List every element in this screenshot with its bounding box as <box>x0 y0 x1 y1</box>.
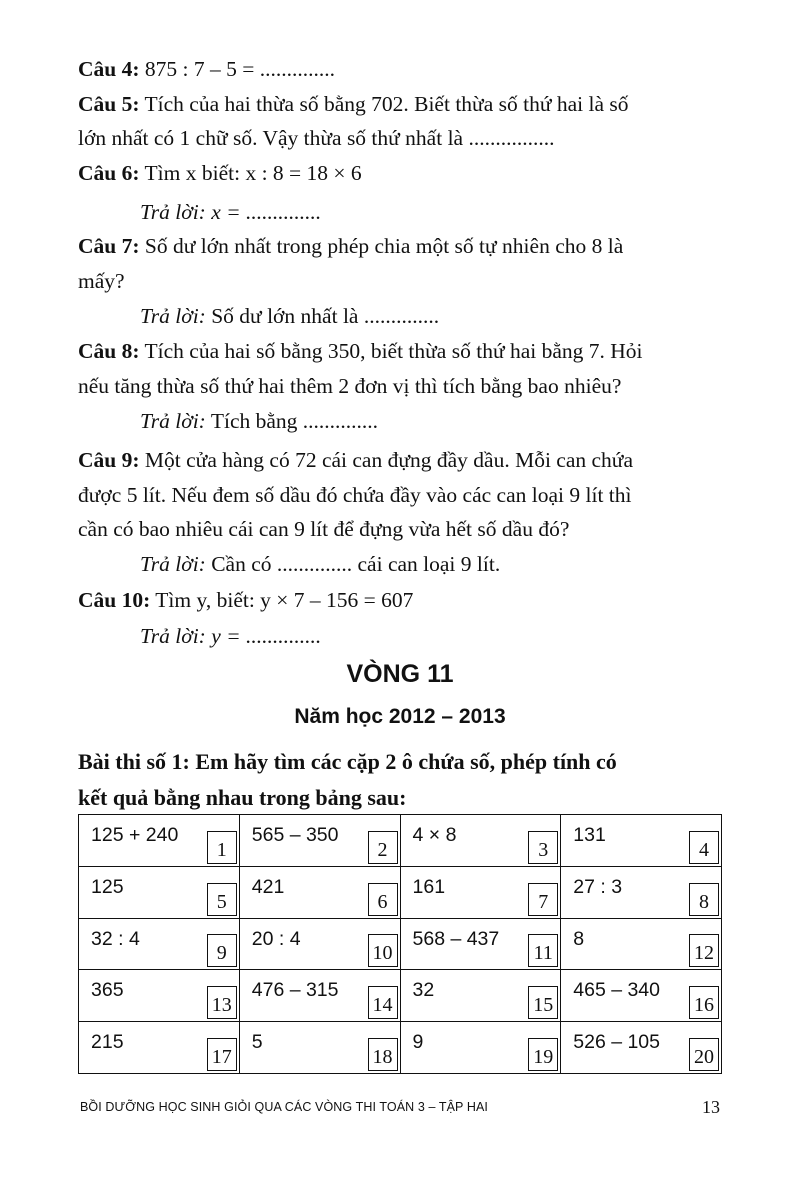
question-8-line-2: nếu tăng thừa số thứ hai thêm 2 đơn vị thì tích bằng bao nhiêu? <box>78 374 622 398</box>
cell-number: 9 <box>207 934 237 967</box>
book-footer: BỒI DƯỠNG HỌC SINH GIỎI QUA CÁC VÒNG THI TOÁN 3 – TẬP HAI <box>80 1100 488 1114</box>
cell-expression: 32 : 4 <box>91 927 140 950</box>
question-7 <box>78 229 728 263</box>
answer-9 <box>140 547 790 581</box>
cell-number: 4 <box>689 831 719 864</box>
cell-number: 6 <box>368 883 398 916</box>
grid-cell[interactable] <box>561 1022 722 1074</box>
answer-text: Cần có .............. cái can loại 9 lít. <box>211 552 501 576</box>
question-6 <box>78 156 728 190</box>
question-text: Số dư lớn nhất trong phép chia một số tự nhiên cho 8 là <box>144 234 624 258</box>
grid-cell[interactable] <box>400 1022 561 1074</box>
question-label: Câu 5: <box>78 92 140 116</box>
question-text: Một cửa hàng có 72 cái can đựng đầy dầu. Mỗi can chứa <box>144 448 633 472</box>
answer-6 <box>140 195 790 229</box>
cell-number: 20 <box>689 1038 719 1071</box>
task-heading <box>78 745 728 779</box>
grid-cell[interactable] <box>79 970 240 1022</box>
cell-number: 7 <box>528 883 558 916</box>
question-5 <box>78 87 728 121</box>
answer-text: Số dư lớn nhất là .............. <box>211 304 440 328</box>
task-label: Bài thi số 1: <box>78 749 190 774</box>
question-text: Tích của hai số bằng 350, biết thừa số thứ hai bằng 7. Hỏi <box>144 339 643 363</box>
cell-number: 15 <box>528 986 558 1019</box>
question-label: Câu 10: <box>78 588 151 612</box>
grid-cell[interactable] <box>79 918 240 970</box>
answer-label: Trả lời: <box>140 304 206 328</box>
grid-cell[interactable] <box>79 1022 240 1074</box>
grid-cell[interactable] <box>561 970 722 1022</box>
cell-number: 8 <box>689 883 719 916</box>
answer-label: Trả lời: <box>140 624 206 648</box>
cell-expression: 565 – 350 <box>251 824 339 846</box>
school-year: Năm học 2012 – 2013 <box>294 705 506 728</box>
answer-7 <box>140 299 790 333</box>
grid-cell[interactable] <box>239 866 400 918</box>
cell-number: 12 <box>689 934 719 967</box>
grid-cell[interactable] <box>400 815 561 867</box>
question-label: Câu 4: <box>78 57 140 81</box>
cell-expression: 421 <box>251 875 285 898</box>
grid-row <box>79 866 722 918</box>
answer-8 <box>140 404 790 438</box>
question-label: Câu 9: <box>78 448 140 472</box>
question-text: Tìm y, biết: y × 7 – 156 = 607 <box>155 588 414 612</box>
answer-text: x = .............. <box>211 200 322 224</box>
cell-expression: 20 : 4 <box>251 927 301 950</box>
grid-cell[interactable] <box>79 815 240 867</box>
cell-expression: 125 <box>91 875 124 898</box>
question-text: 875 : 7 – 5 = .............. <box>144 57 336 81</box>
cell-expression: 4 × 8 <box>412 824 457 846</box>
cell-expression: 476 – 315 <box>251 979 339 1002</box>
answer-label: Trả lời: <box>140 552 206 576</box>
grid-cell[interactable] <box>400 866 561 918</box>
cell-number: 19 <box>528 1038 558 1071</box>
cell-expression: 125 + 240 <box>91 824 179 846</box>
cell-expression: 526 – 105 <box>573 1031 661 1054</box>
cell-expression: 9 <box>412 1031 424 1054</box>
grid-cell[interactable] <box>400 970 561 1022</box>
cell-expression: 365 <box>91 979 124 1002</box>
grid-cell[interactable] <box>239 815 400 867</box>
answer-label: Trả lời: <box>140 409 206 433</box>
question-10 <box>78 583 728 617</box>
cell-expression: 215 <box>91 1031 124 1054</box>
grid-cell[interactable] <box>239 970 400 1022</box>
grid-cell[interactable] <box>561 918 722 970</box>
page-number: 13 <box>702 1097 720 1117</box>
cell-number: 14 <box>368 986 398 1019</box>
grid-row <box>79 815 722 867</box>
question-label: Câu 6: <box>78 161 140 185</box>
question-9-line-2: được 5 lít. Nếu đem số dầu đó chứa đầy vào các can loại 9 lít thì <box>78 483 632 507</box>
cell-expression: 131 <box>573 824 606 846</box>
cell-number: 11 <box>528 934 558 967</box>
cell-expression: 27 : 3 <box>573 875 623 898</box>
grid-row <box>79 970 722 1022</box>
grid-cell[interactable] <box>400 918 561 970</box>
question-text: Tích của hai thừa số bằng 702. Biết thừa số thứ hai là số <box>144 92 629 116</box>
cell-number: 2 <box>368 831 398 864</box>
question-label: Câu 8: <box>78 339 140 363</box>
task-text: Em hãy tìm các cặp 2 ô chứa số, phép tính có <box>195 749 617 774</box>
grid-cell[interactable] <box>79 866 240 918</box>
cell-number: 5 <box>207 883 237 916</box>
cell-expression: 568 – 437 <box>412 927 500 950</box>
question-7-line-2: mấy? <box>78 269 125 293</box>
grid-cell[interactable] <box>239 918 400 970</box>
question-9-line-3: cần có bao nhiêu cái can 9 lít để đựng vừa hết số dầu đó? <box>78 517 570 541</box>
question-8 <box>78 334 728 368</box>
question-9 <box>78 443 728 477</box>
cell-expression: 161 <box>412 875 446 898</box>
number-grid <box>78 814 722 1074</box>
question-4 <box>78 52 728 86</box>
answer-text: Tích bằng .............. <box>210 409 379 433</box>
cell-number: 13 <box>207 986 237 1019</box>
cell-number: 18 <box>368 1038 398 1071</box>
answer-label: Trả lời: <box>140 200 206 224</box>
grid-cell[interactable] <box>561 866 722 918</box>
cell-number: 16 <box>689 986 719 1019</box>
question-label: Câu 7: <box>78 234 140 258</box>
cell-expression: 465 – 340 <box>573 979 661 1002</box>
round-title: VÒNG 11 <box>346 660 454 688</box>
cell-number: 1 <box>207 831 237 864</box>
question-text: Tìm x biết: x : 8 = 18 × 6 <box>144 161 362 185</box>
answer-text: y = .............. <box>211 624 322 648</box>
question-5-line-2: lớn nhất có 1 chữ số. Vậy thừa số thứ nhất là ................ <box>78 126 555 150</box>
answer-10 <box>140 619 790 653</box>
task-heading-line-2: kết quả bằng nhau trong bảng sau: <box>78 785 407 810</box>
cell-number: 3 <box>528 831 558 864</box>
cell-number: 10 <box>368 934 398 967</box>
cell-expression: 8 <box>573 927 585 950</box>
grid-row <box>79 918 722 970</box>
grid-cell[interactable] <box>561 815 722 867</box>
cell-number: 17 <box>207 1038 237 1071</box>
grid-row <box>79 1022 722 1074</box>
cell-expression: 32 <box>412 979 435 1002</box>
grid-cell[interactable] <box>239 1022 400 1074</box>
cell-expression: 5 <box>251 1031 263 1054</box>
